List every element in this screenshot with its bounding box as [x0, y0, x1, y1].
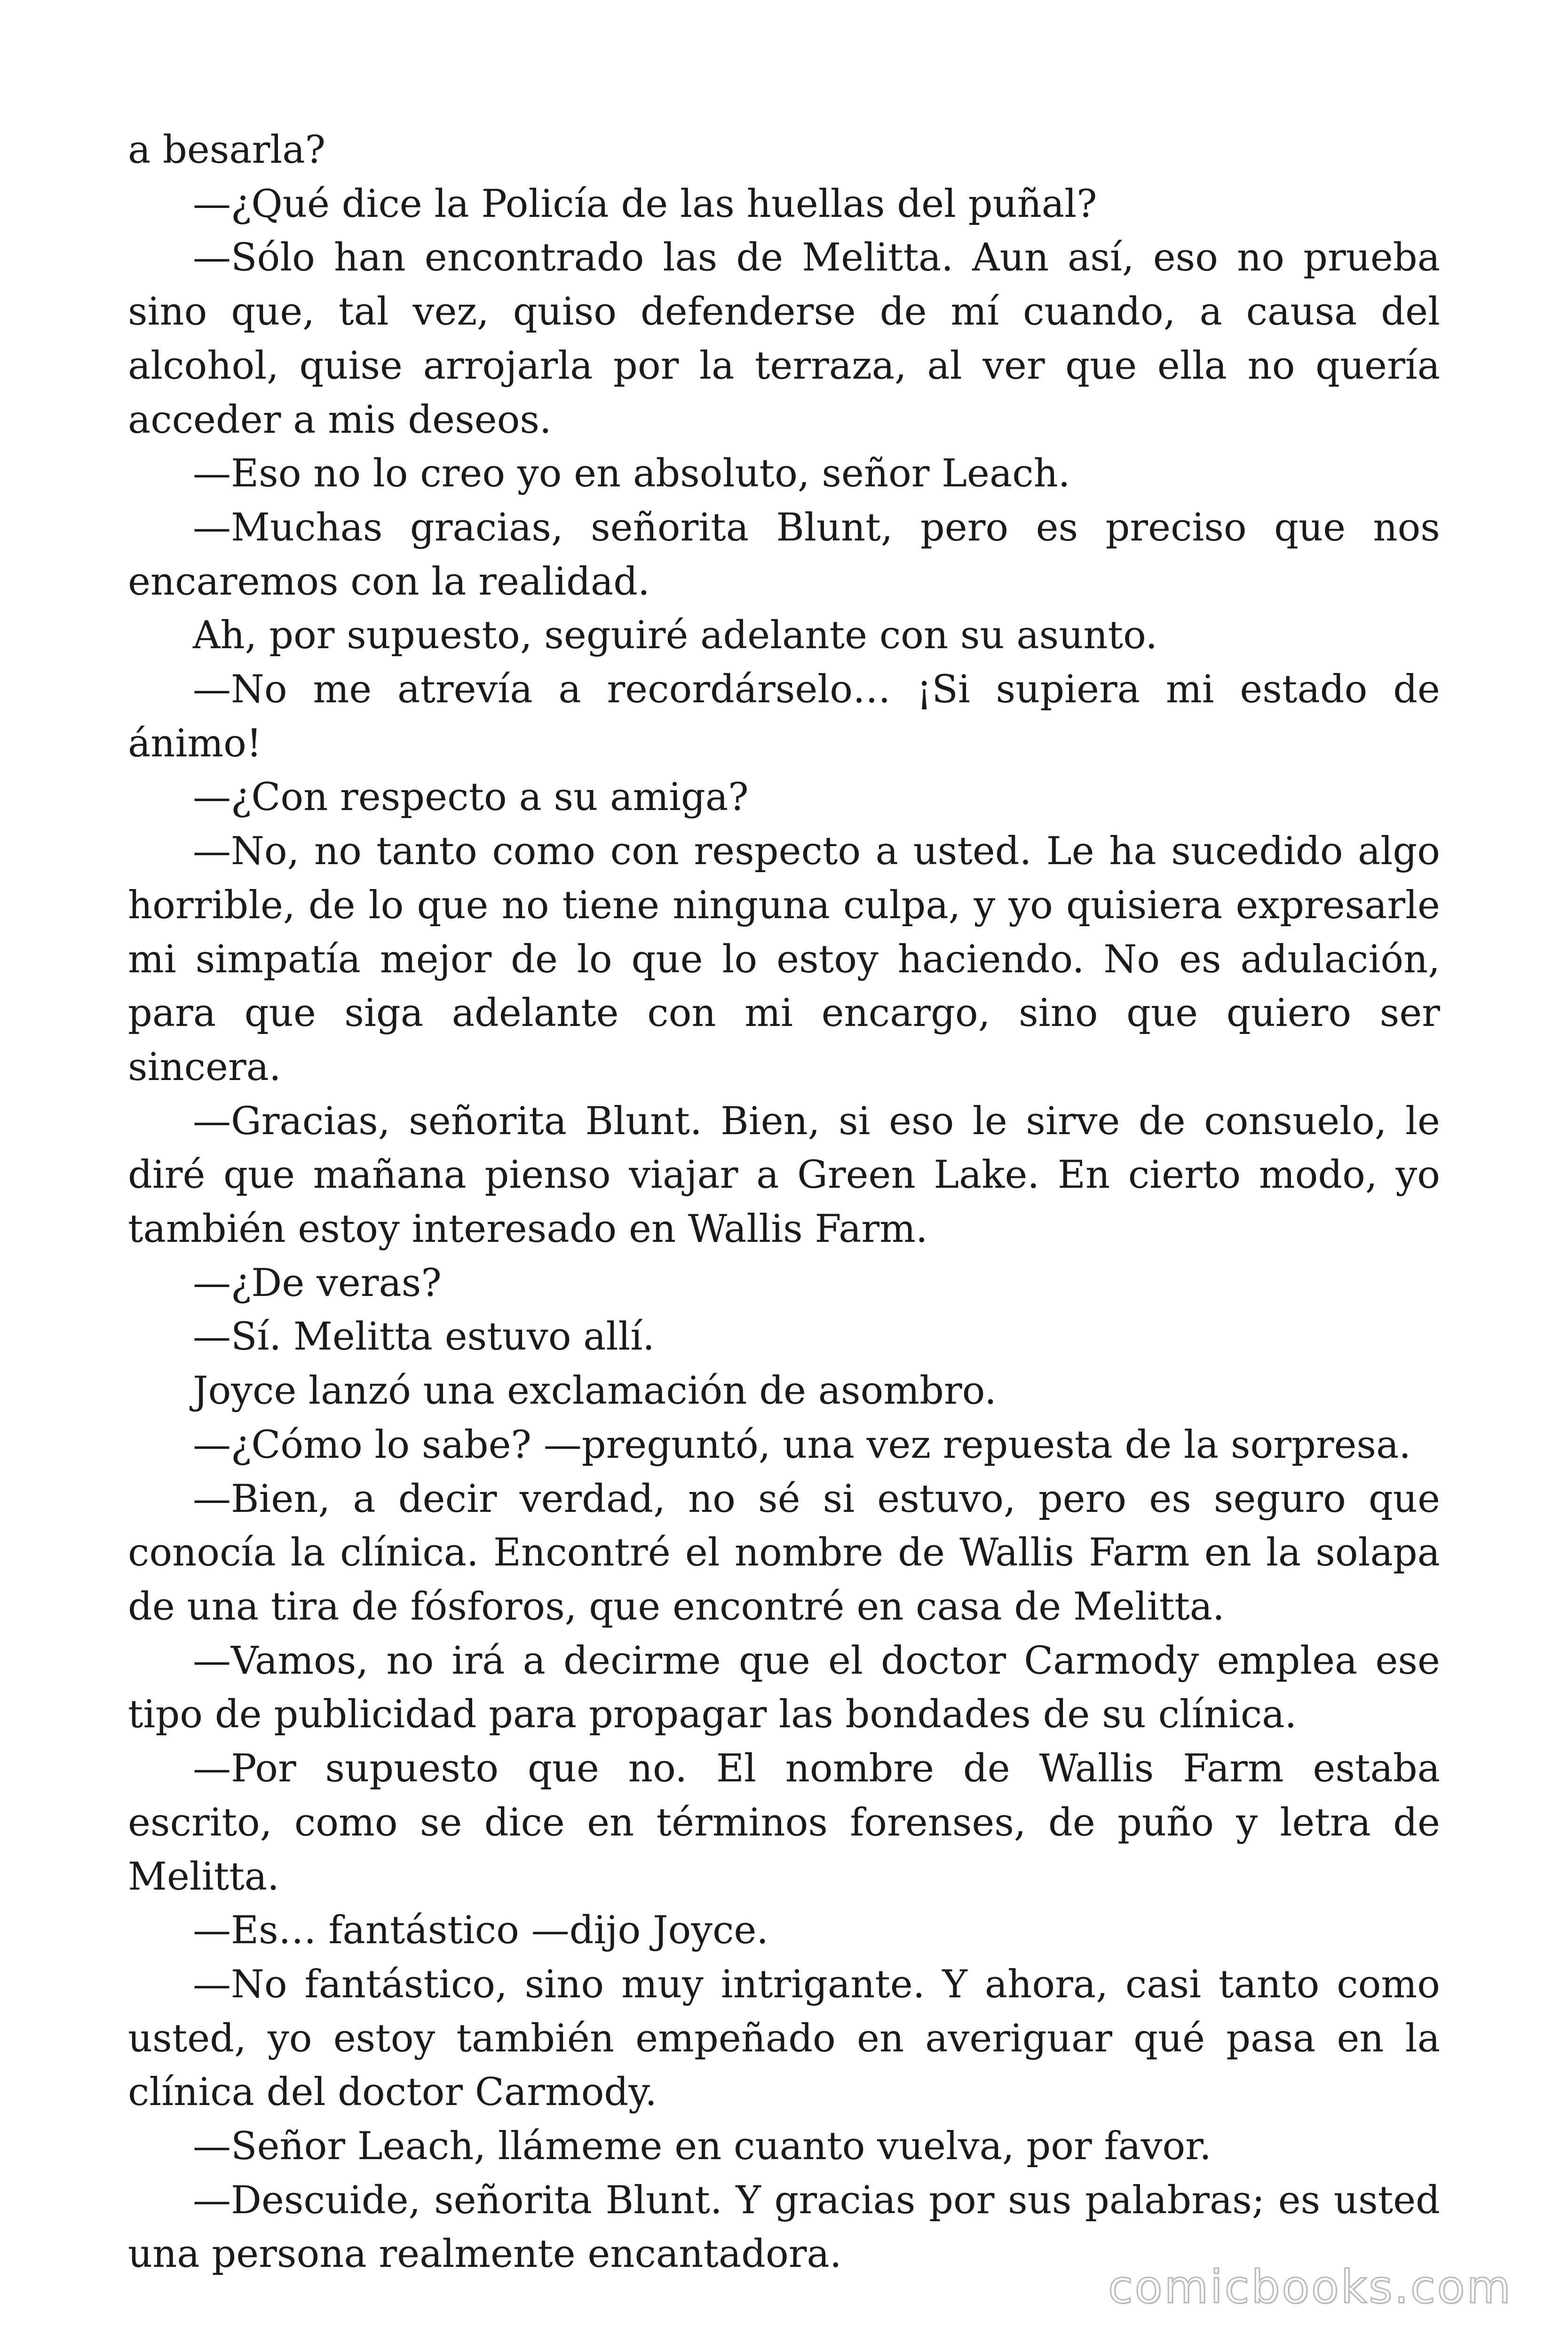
- paragraph-2: —¿Qué dice la Policía de las huellas del puñal?: [193, 182, 1097, 226]
- paragraph-14: —¿Cómo lo sabe? —preguntó, una vez repuesta de la sorpresa.: [193, 1422, 1411, 1467]
- paragraph-3: —Sólo han encontrado las de Melitta. Aun así, eso no prueba sino que, tal vez, quiso defenderse de mí cuando, a causa del alcohol, quise arrojarla por la terraza, al ver que ella no quería acceder a mis deseos.: [128, 236, 1440, 442]
- paragraph-1: a besarla?: [128, 128, 326, 172]
- paragraph-4: —Eso no lo creo yo en absoluto, señor Leach.: [193, 452, 1070, 496]
- paragraph-13: Joyce lanzó una exclamación de asombro.: [193, 1369, 997, 1414]
- paragraph-16: —Vamos, no irá a decirme que el doctor Carmody emplea ese tipo de publicidad para propagar las bondades de su clínica.: [128, 1638, 1440, 1737]
- paragraph-15: —Bien, a decir verdad, no sé si estuvo, pero es seguro que conocía la clínica. Encontré el nombre de Wallis Farm en la solapa de una tira de fósforos, que encontré en casa de Melitta.: [128, 1477, 1440, 1629]
- paragraph-9: —No, no tanto como con respecto a usted. Le ha sucedido algo horrible, de lo que no tiene ninguna culpa, y yo quisiera expresarle mi simpatía mejor de lo que lo estoy haciendo. No es adulación, para que siga adelante con mi encargo, sino que quiero ser sincera.: [128, 829, 1440, 1089]
- paragraph-7: —No me atrevía a recordárselo… ¡Si supiera mi estado de ánimo!: [128, 667, 1440, 766]
- paragraph-12: —Sí. Melitta estuvo allí.: [193, 1315, 655, 1359]
- body-text: [128, 123, 1440, 2281]
- paragraph-18: —Es… fantástico —dijo Joyce.: [193, 1908, 769, 1953]
- paragraph-5: —Muchas gracias, señorita Blunt, pero es preciso que nos encaremos con la realidad.: [128, 505, 1440, 604]
- paragraph-11: —¿De veras?: [193, 1261, 442, 1305]
- paragraph-20: —Señor Leach, llámeme en cuanto vuelva, por favor.: [193, 2124, 1212, 2169]
- paragraph-17: —Por supuesto que no. El nombre de Wallis Farm estaba escrito, como se dice en términos forenses, de puño y letra de Melitta.: [128, 1747, 1440, 1899]
- paragraph-6: Ah, por supuesto, seguiré adelante con su asunto.: [193, 613, 1158, 658]
- paragraph-10: —Gracias, señorita Blunt. Bien, si eso le sirve de consuelo, le diré que mañana pienso viajar a Green Lake. En cierto modo, yo también estoy interesado en Wallis Farm.: [128, 1099, 1440, 1252]
- paragraph-8: —¿Con respecto a su amiga?: [193, 775, 749, 820]
- watermark: comicbooks.com: [1108, 2261, 1513, 2313]
- paragraph-19: —No fantástico, sino muy intrigante. Y ahora, casi tanto como usted, yo estoy también empeñado en averiguar qué pasa en la clínica del doctor Carmody.: [128, 1962, 1440, 2115]
- paragraph-21: —Descuide, señorita Blunt. Y gracias por sus palabras; es usted una persona realmente encantadora.: [128, 2178, 1440, 2277]
